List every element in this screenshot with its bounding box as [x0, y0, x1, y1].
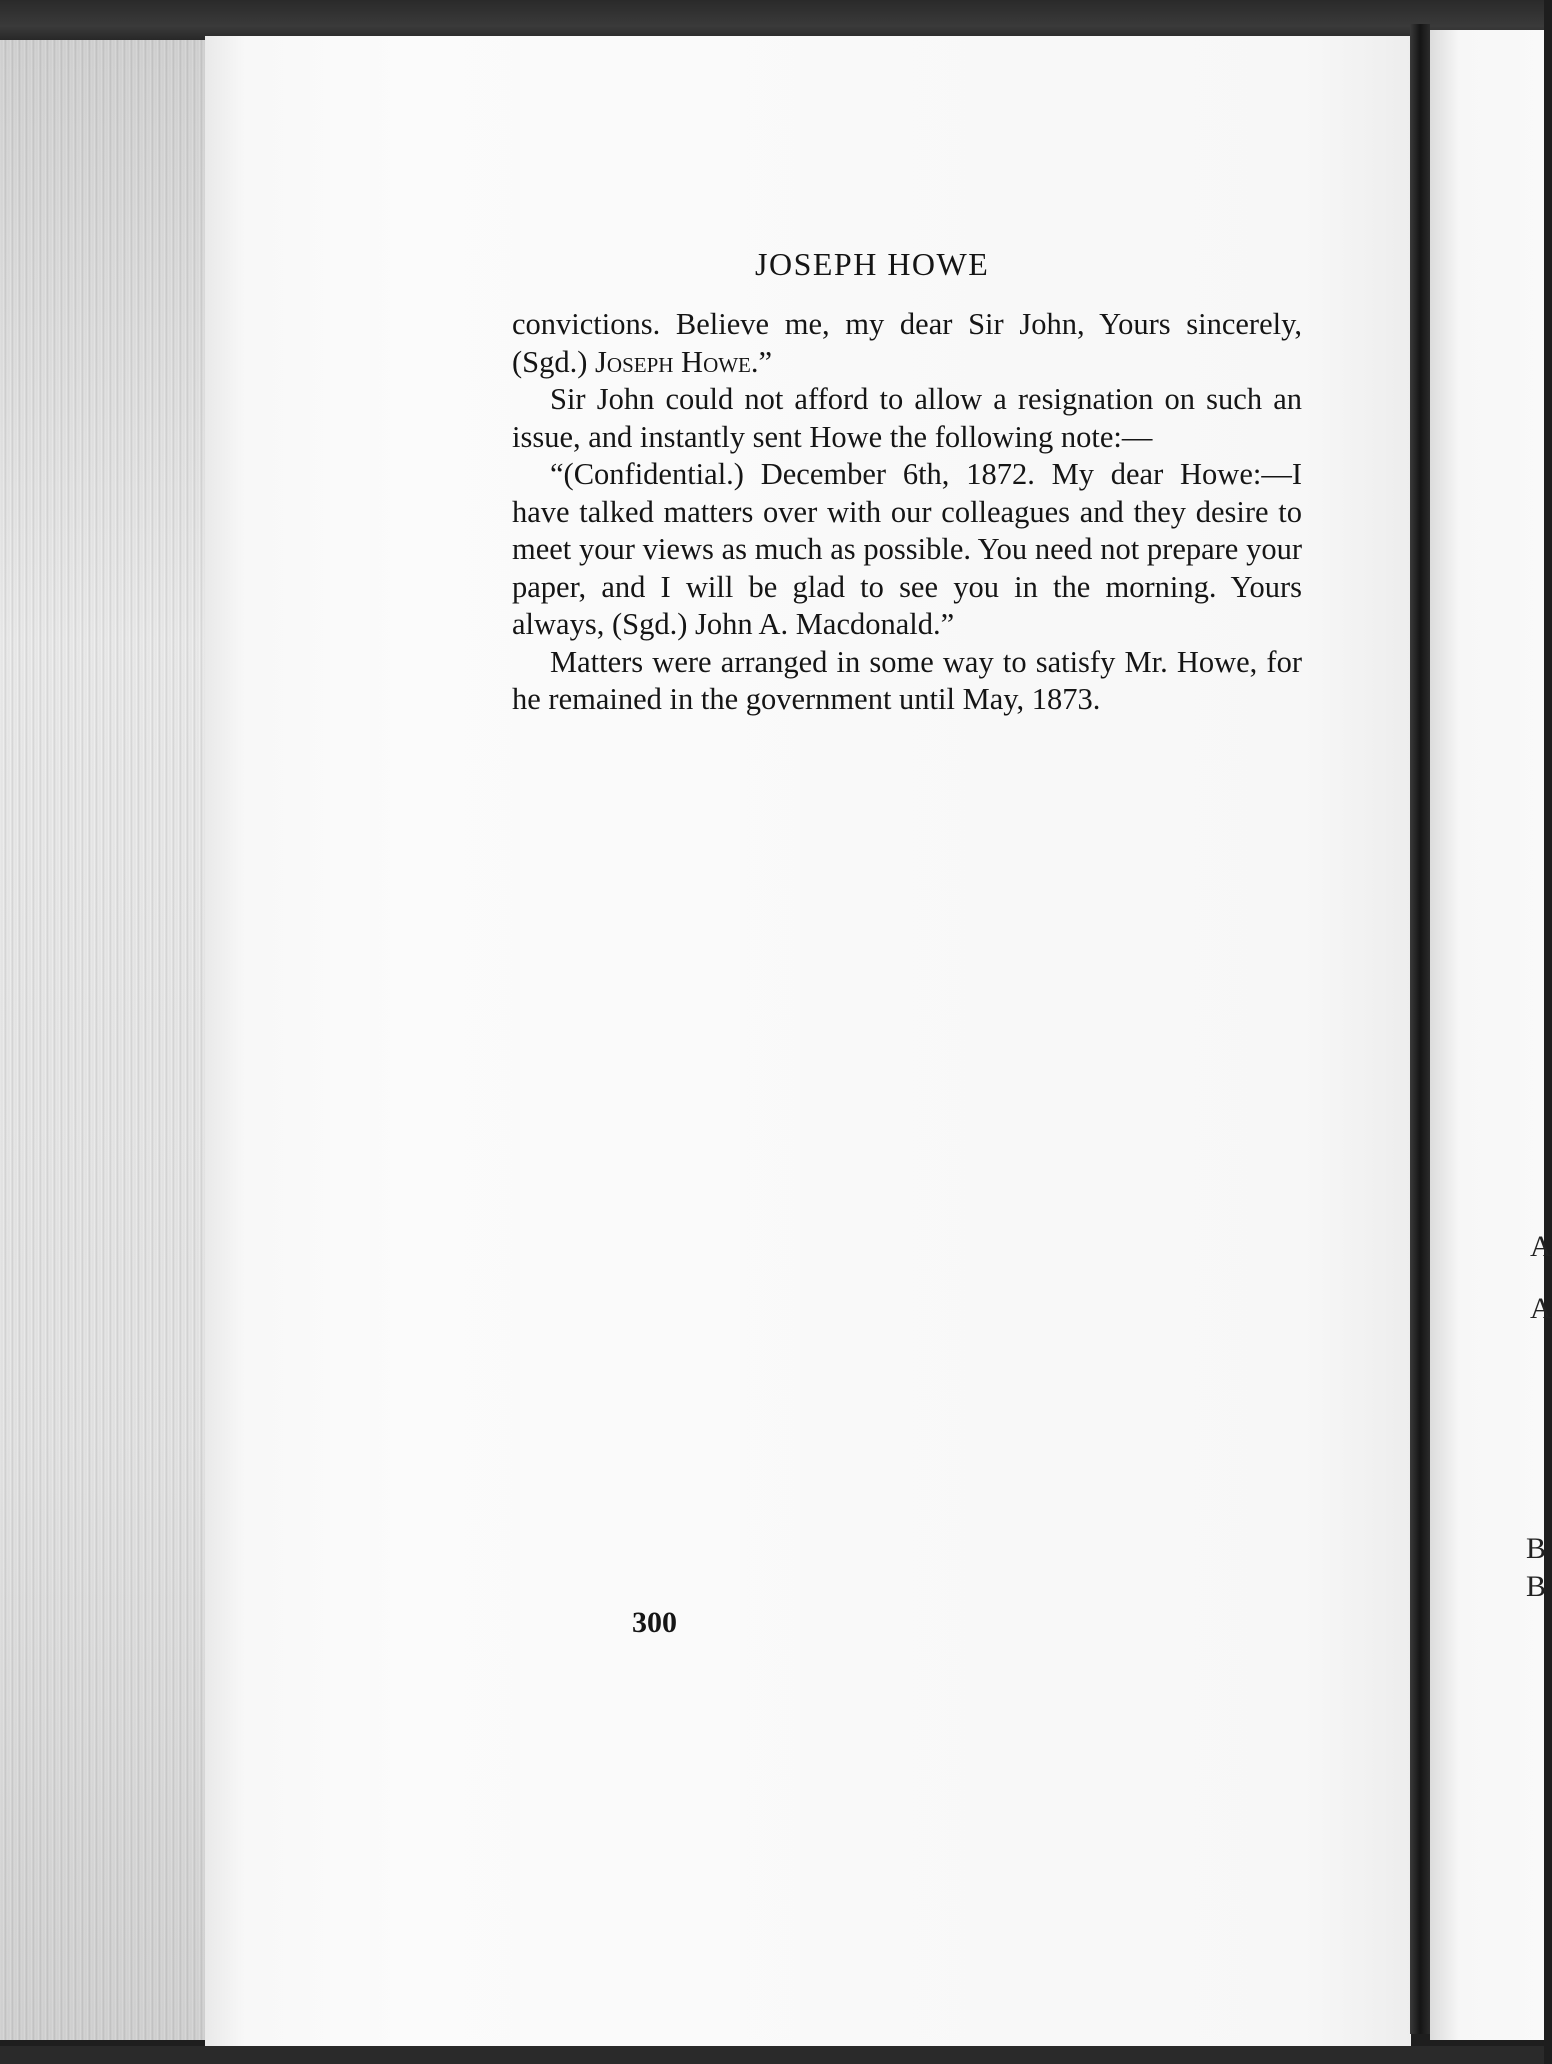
- facing-page-fragment: A: [1530, 1230, 1552, 1263]
- book-fore-edge: [0, 40, 212, 2040]
- paragraph-3: “(Confidential.) December 6th, 1872. My dear Howe:—I have talked matters over with our colleagues and they desire to meet your views as much as possible. You need not prepare your paper, and I will be glad to see you in the morning. Yours always, (Sgd.) John A. Macdonald.”: [512, 457, 1302, 641]
- book-gutter: [1410, 24, 1430, 2034]
- facing-page-fragment: B: [1526, 1532, 1547, 1565]
- running-head: JOSEPH HOWE: [755, 246, 990, 282]
- facing-page: [1430, 30, 1552, 2040]
- paragraph-1-end: .”: [750, 344, 773, 379]
- paragraph-4: Matters were arranged in some way to satisfy Mr. Howe, for he remained in the government until May, 1873.: [512, 644, 1302, 716]
- scanner-bottom-edge: [0, 2046, 1544, 2064]
- body-text: [512, 306, 1302, 719]
- facing-page-fragment: A: [1530, 1292, 1552, 1325]
- paragraph-2: Sir John could not afford to allow a resignation on such an issue, and instantly sent Howe the following note:—: [512, 382, 1302, 454]
- signature-small-caps: Joseph Howe: [595, 344, 751, 379]
- page-number: 300: [632, 1606, 677, 1639]
- facing-page-fragment: B: [1526, 1570, 1547, 1603]
- paragraph-1-text: convictions. Believe me, my dear Sir John, Yours sincerely, (Sgd.): [512, 307, 1302, 379]
- paragraph-1: [512, 306, 1302, 381]
